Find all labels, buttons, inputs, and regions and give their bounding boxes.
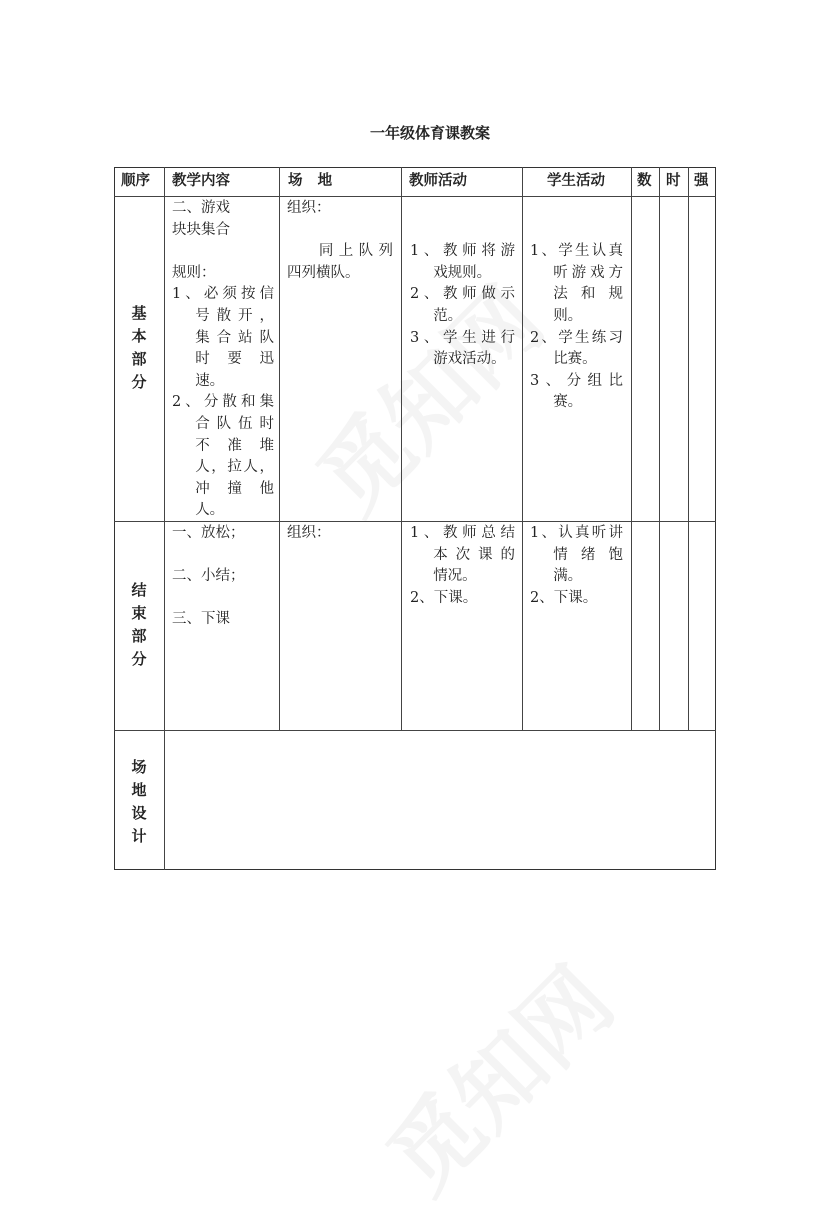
cell-line: 冲撞他	[195, 480, 274, 497]
cell-line: 比赛。	[553, 351, 597, 368]
cell-line	[172, 545, 274, 567]
label-char: 部	[131, 350, 147, 368]
cell-line: 则。	[553, 307, 583, 324]
label-char: 基	[131, 304, 147, 322]
divider	[522, 167, 523, 730]
cell-site-ending	[287, 523, 393, 545]
cell-line: 1、教师将游	[410, 243, 515, 260]
cell-line: 满。	[553, 568, 583, 585]
cell-line: 情绪饱	[553, 546, 623, 563]
cell-line: 1、认真听讲	[530, 525, 623, 541]
cell-line: 2、下课。	[410, 589, 478, 606]
cell-line: 集合站队	[195, 329, 274, 346]
cell-line: 本次课的	[433, 546, 515, 563]
cell-line: 3、分组比	[530, 372, 623, 389]
cell-line	[172, 588, 274, 610]
cell-line: 戏规则。	[433, 264, 492, 281]
header-order: 顺序	[121, 173, 150, 189]
cell-line: 规则：	[172, 264, 216, 281]
cell-line: 三、下课	[172, 611, 230, 628]
cell-line: 人。	[195, 502, 225, 519]
header-site: 场 地	[288, 173, 333, 189]
cell-line: 1、必须按信	[172, 286, 274, 303]
cell-line: 赛。	[553, 394, 583, 411]
cell-line: 范。	[433, 307, 463, 324]
divider	[279, 167, 280, 730]
label-char: 计	[131, 827, 147, 845]
cell-site-basic	[287, 198, 393, 284]
cell-line: 3、学生进行	[410, 329, 515, 346]
cell-line: 四列横队。	[287, 264, 360, 281]
cell-student-ending	[530, 523, 623, 609]
cell-line: 组织：	[287, 200, 331, 216]
cell-line: 2、学生练习	[530, 329, 623, 346]
header-time: 时	[666, 173, 681, 189]
divider	[659, 167, 660, 730]
cell-line: 时要迅	[195, 351, 274, 368]
label-char: 地	[131, 781, 147, 799]
header-count: 数	[637, 173, 652, 189]
cell-line: 组织：	[287, 525, 331, 541]
header-content: 教学内容	[172, 173, 230, 189]
cell-line: 法和规	[553, 286, 623, 303]
label-char: 结	[131, 581, 147, 599]
label-char: 束	[131, 604, 147, 622]
divider	[688, 167, 689, 730]
cell-line: 1、学生认真	[530, 243, 623, 260]
cell-line: 合队伍时	[195, 415, 274, 432]
cell-content-ending	[172, 523, 274, 631]
label-char: 本	[131, 327, 147, 345]
label-char: 分	[131, 650, 147, 668]
row-label-basic	[114, 302, 164, 394]
header-teacher: 教师活动	[409, 173, 467, 189]
cell-line: 速。	[195, 372, 225, 389]
cell-line: 同上队列	[318, 243, 393, 260]
cell-line: 2、分散和集	[172, 394, 274, 411]
cell-line: 块块集合	[172, 221, 230, 238]
row-label-site-design	[114, 756, 164, 848]
divider	[114, 730, 716, 731]
cell-line: 号散开，	[195, 307, 274, 324]
cell-teacher-basic	[410, 198, 515, 371]
cell-content-basic	[172, 198, 274, 522]
cell-line: 二、游戏	[172, 200, 230, 216]
cell-line: 2、教师做示	[410, 286, 515, 303]
cell-line: 二、小结；	[172, 568, 245, 585]
cell-line: 不准堆	[195, 437, 274, 454]
label-char: 场	[131, 758, 147, 776]
cell-line	[530, 220, 623, 242]
cell-teacher-ending	[410, 523, 515, 609]
cell-line	[410, 198, 515, 220]
cell-student-basic	[530, 198, 623, 414]
cell-line	[287, 220, 393, 242]
cell-line: 游戏活动。	[433, 351, 506, 368]
cell-line	[530, 198, 623, 220]
divider	[631, 167, 632, 730]
cell-line: 2、下课。	[530, 589, 598, 606]
divider	[164, 167, 165, 870]
header-intensity: 强	[694, 173, 709, 189]
label-char: 设	[131, 804, 147, 822]
cell-line: 人，拉人，	[195, 459, 274, 476]
cell-line: 1、教师总结	[410, 525, 515, 541]
cell-line: 情况。	[433, 568, 477, 585]
row-label-ending	[114, 579, 164, 671]
cell-line: 一、放松；	[172, 525, 245, 541]
cell-line: 听游戏方	[553, 264, 623, 281]
divider	[114, 196, 716, 197]
cell-line	[410, 220, 515, 242]
divider	[401, 167, 402, 730]
page-title: 一年级体育课教案	[369, 124, 490, 142]
cell-line	[172, 241, 274, 263]
label-char: 分	[131, 373, 147, 391]
header-student: 学生活动	[547, 173, 605, 189]
label-char: 部	[131, 627, 147, 645]
